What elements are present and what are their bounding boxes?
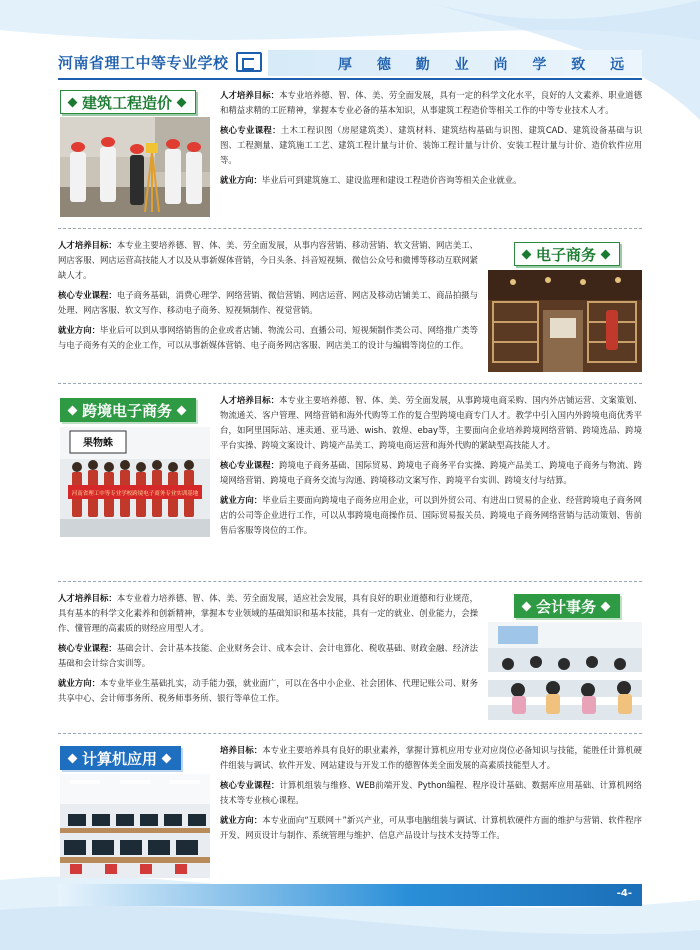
para-core-courses: 核心专业课程：计算机组装与维修、WEB前端开发、Python编程、程序设计基础、数据库应用基础、计算机网络技术等专业核心课程。 (220, 780, 642, 805)
para-training-goal: 人才培养目标：本专业着力培养德、智、体、美、劳全面发展，适应社会发展，具有良好的职业道德和行业规范，具有基本的科学文化素养和创新精神，掌握本专业领域的基础知识和基本技能，具有一定的就业、创业能力，会操作、懂管理的高素质的财经应用型人才。 (58, 593, 479, 633)
section-divider (58, 383, 642, 384)
section-divider (58, 228, 642, 229)
para-employment: 就业方向：本专业毕业生基础扎实，动手能力强，就业面广，可以在各中小企业、社会团体、代理记账公司、财务共享中心、会计师事务所、税务师事务所、银行等单位工作。 (58, 678, 479, 703)
diamond-icon (522, 249, 532, 259)
section-body-construction-cost (220, 88, 642, 193)
page-footer (58, 884, 642, 906)
section-divider (58, 733, 642, 734)
school-logo-icon (236, 52, 262, 72)
diamond-icon (601, 249, 611, 259)
photo-computer-lab (60, 774, 210, 878)
section-title-construction-cost: 建筑工程造价 (60, 90, 196, 114)
section-body-computer-application (220, 743, 642, 848)
para-core-courses: 核心专业课程：跨境电子商务基础、国际贸易、跨境电子商务平台实操、跨境产品美工、跨境电子商务与物流、跨境网络营销、跨境电子商务交流与沟通、跨境移动文案写作、跨境平台实训、跨境支付与结算。 (220, 460, 643, 485)
para-training-goal: 人才培养目标：本专业主要培养德、智、体、美、劳全面发展，从事内容营销、移动营销、软文营销、网店美工、网店客服、网店运营高技能人才以及从事新媒体营销，今日头条、抖音短视频、微信公众号和微博等移动互联网紧缺人才。 (58, 240, 479, 280)
header-divider (58, 78, 642, 80)
section-divider (58, 581, 642, 582)
para-employment: 就业方向：毕业后可到建筑施工、建设监理和建设工程造价咨询等相关企业就业。 (220, 175, 522, 185)
photo-accounting-classroom (488, 622, 642, 720)
section-title-cross-border-e-commerce: 跨境电子商务 (60, 398, 196, 422)
section-title-accounting: 会计事务 (514, 594, 620, 618)
diamond-icon (177, 405, 187, 415)
para-employment: 就业方向：本专业面向“互联网＋”新兴产业，可从事电脑组装与调试、计算机软硬件方面的维护与营销、软件程序开发、网页设计与制作、系统管理与维护、信息产品设计与技术支持等工作。 (220, 815, 642, 840)
page-header (58, 50, 642, 76)
diamond-icon (522, 601, 532, 611)
section-body-e-commerce (58, 238, 478, 358)
school-motto: 厚 德 勤 业 尚 学 致 远 (338, 57, 635, 73)
section-body-accounting (58, 591, 478, 711)
para-employment: 就业方向：毕业后可以到从事网络销售的企业或者店铺、物流公司、直播公司、短视频制作类公司、网络推广类等与电子商务有关的企业工作，可以从事新媒体营销、电子商务网店客服、网店美工的设计与编辑等岗位的工作。 (58, 325, 479, 350)
photo-cross-border-training-base (60, 427, 210, 537)
photo-e-commerce-studio (488, 270, 642, 372)
photo-banner-text: 河南省理工中等专业学校跨境电子商务专业实训基地 (71, 491, 199, 497)
motto-bar (268, 50, 642, 76)
para-training-goal: 培养目标：本专业主要培养具有良好的职业素养，掌握计算机应用专业对应岗位必备知识与技能，能胜任计算机硬件组装与调试、软件开发、网站建设与开发工作的德智体美全面发展的高素质技能型人才。 (220, 745, 643, 770)
diamond-icon (601, 601, 611, 611)
diamond-icon (162, 753, 172, 763)
diamond-icon (177, 97, 187, 107)
page-number: -4- (616, 888, 632, 899)
diamond-icon (68, 753, 78, 763)
diamond-icon (68, 405, 78, 415)
para-employment: 就业方向：毕业后主要面向跨境电子商务应用企业，可以到外贸公司、有进出口贸易的企业、经营跨境电子商务网店的公司等企业进行工作，可以从事跨境电商操作员、国际贸易报关员、跨境电子商务网络营销与活动策划、售前售后客服等岗位的工作。 (220, 495, 643, 535)
para-training-goal: 人才培养目标：本专业培养德、智、体、美、劳全面发展，具有一定的科学文化水平，良好的人文素养、职业道德和精益求精的工匠精神，掌握本专业必备的基本知识，从事建筑工程造价等相关工作的中等专业技术人才。 (220, 90, 643, 115)
section-title-computer-application: 计算机应用 (60, 746, 181, 770)
para-core-courses: 核心专业课程：基础会计、会计基本技能、企业财务会计、成本会计、会计电算化、税收基础、财政金融、经济法基础和会计综合实训等。 (58, 643, 479, 668)
para-core-courses: 核心专业课程：土木工程识图（房屋建筑类）、建筑材料、建筑结构基础与识图、建筑CAD、建筑设备基础与识图、工程测量、建筑施工工艺、建筑工程计量与计价、装饰工程计量与计价、安装工程计量与计价、造价软件应用等。 (220, 125, 643, 165)
school-name: 河南省理工中等专业学校 (58, 54, 229, 72)
photo-sign-text: 果物蛛 (83, 438, 113, 449)
section-title-e-commerce: 电子商务 (514, 242, 620, 266)
section-body-cross-border-e-commerce (220, 393, 642, 543)
para-training-goal: 人才培养目标：本专业主要培养德、智、体、美、劳全面发展，从事跨境电商采购、国内外店铺运营、文案策划、物流通关、客户管理、网络营销和海外代购等工作的复合型跨境电商专门人才。教学中引入国内外跨境电商优秀平台，如阿里国际站、速卖通、亚马逊、wish、敦煌、ebay等，主要面向企业培养跨境网络营销、跨境选品、跨境平台实操、跨境文案设计、跨境产品美工、跨境电商运营和海外代购的紧缺型高技能人才。 (220, 395, 643, 450)
photo-surveying-students (60, 117, 210, 217)
para-core-courses: 核心专业课程：电子商务基础，消费心理学、网络营销、微信营销、网店运营、网店及移动店铺美工、商品拍摄与处理、网店客服、软文写作、移动电子商务、短视频制作、视觉营销。 (58, 290, 479, 315)
diamond-icon (68, 97, 78, 107)
